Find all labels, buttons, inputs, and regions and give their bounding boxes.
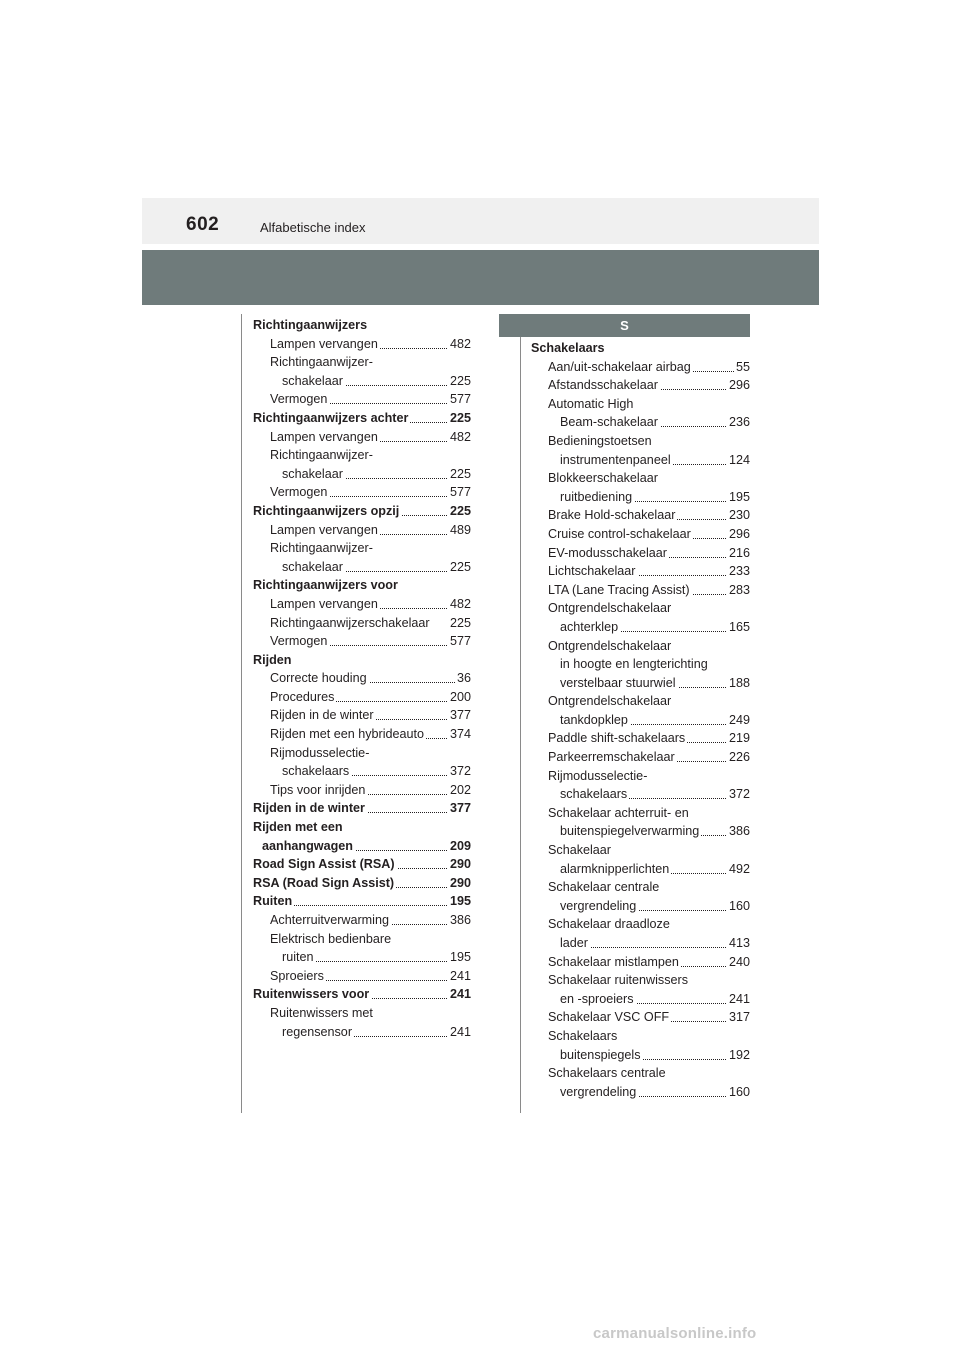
left-column-rule — [241, 314, 242, 1113]
index-entry-page: 241 — [727, 990, 750, 1009]
index-entry-page: 55 — [734, 358, 750, 377]
index-entry — [548, 525, 750, 544]
index-entry — [548, 562, 750, 581]
index-entry — [270, 483, 471, 502]
index-entry-term: Ruitenwissers met — [270, 1004, 375, 1023]
index-entry-term: Rijden met een — [253, 818, 345, 837]
index-entry-term: schakelaar — [282, 558, 345, 577]
index-entry-term: aanhangwagen — [262, 837, 355, 856]
index-entry-page: 165 — [727, 618, 750, 637]
index-entry-term: Richtingaanwijzer- — [270, 446, 375, 465]
index-entry — [560, 711, 750, 730]
index-entry-term: schakelaars — [560, 785, 629, 804]
index-entry-page: 577 — [448, 632, 471, 651]
index-entry — [548, 692, 750, 711]
index-entry-term: Rijden in de winter — [253, 799, 367, 818]
index-entry — [560, 655, 750, 674]
index-entry — [548, 1027, 750, 1046]
index-entry-term: Vermogen — [270, 390, 329, 409]
index-entry-page: 296 — [727, 525, 750, 544]
index-entry-page: 225 — [448, 465, 471, 484]
index-entry — [270, 911, 471, 930]
index-entry-page: 124 — [727, 451, 750, 470]
index-entry-page: 241 — [448, 985, 471, 1004]
index-entry-term: Schakelaar mistlampen — [548, 953, 681, 972]
index-entry — [548, 1064, 750, 1083]
index-entry-term: Cruise control-schakelaar — [548, 525, 693, 544]
index-entry — [548, 1008, 750, 1027]
index-entry-term: Bedieningstoetsen — [548, 432, 654, 451]
index-entry — [548, 767, 750, 786]
index-entry-term: LTA (Lane Tracing Assist) — [548, 581, 692, 600]
index-entry — [270, 614, 471, 633]
index-entry-page: 219 — [727, 729, 750, 748]
index-entry — [270, 744, 471, 763]
index-entry-term: Schakelaar centrale — [548, 878, 661, 897]
index-entry-page: 577 — [448, 483, 471, 502]
index-entry-page: 386 — [448, 911, 471, 930]
index-entry — [270, 688, 471, 707]
index-entry-term: Lampen vervangen — [270, 595, 380, 614]
index-entry-page: 195 — [448, 892, 471, 911]
index-entry-term: Schakelaars — [531, 339, 607, 358]
index-entry-term: Beam-schakelaar — [560, 413, 660, 432]
index-entry-term: schakelaar — [282, 372, 345, 391]
index-entry-term: Sproeiers — [270, 967, 326, 986]
index-entry — [270, 632, 471, 651]
index-entry-page: 374 — [448, 725, 471, 744]
index-entry-page: 413 — [727, 934, 750, 953]
index-entry-term: Afstandsschakelaar — [548, 376, 660, 395]
index-entry — [270, 781, 471, 800]
index-entry-term: Schakelaar draadloze — [548, 915, 672, 934]
index-entry — [560, 785, 750, 804]
index-entry — [270, 521, 471, 540]
index-entry-page: 377 — [448, 799, 471, 818]
index-entry — [548, 729, 750, 748]
index-entry-term: Vermogen — [270, 632, 329, 651]
index-entry-page: 225 — [448, 409, 471, 428]
index-entry — [548, 599, 750, 618]
index-entry-term: verstelbaar stuurwiel — [560, 674, 678, 693]
index-entry — [253, 502, 471, 521]
index-entry-page: 195 — [727, 488, 750, 507]
index-entry-term: Richtingaanwijzers — [253, 316, 369, 335]
index-entry-term: ruitbediening — [560, 488, 634, 507]
index-entry-term: Schakelaar VSC OFF — [548, 1008, 671, 1027]
index-entry — [560, 1083, 750, 1102]
index-entry-page: 290 — [448, 855, 471, 874]
right-column-rule — [520, 314, 521, 1113]
index-entry — [548, 376, 750, 395]
index-entry — [270, 595, 471, 614]
index-entry — [270, 428, 471, 447]
index-entry-term: Schakelaar achterruit- en — [548, 804, 691, 823]
index-entry — [560, 897, 750, 916]
index-entry-term: Aan/uit-schakelaar airbag — [548, 358, 693, 377]
index-entry-page: 377 — [448, 706, 471, 725]
index-entry-term: vergrendeling — [560, 1083, 638, 1102]
index-entry-term: Richtingaanwijzerschakelaar — [270, 614, 432, 633]
index-entry — [560, 451, 750, 470]
index-entry-term: Correcte houding — [270, 669, 369, 688]
index-entry-page: 577 — [448, 390, 471, 409]
index-entry-term: instrumentenpaneel — [560, 451, 673, 470]
index-entry-term: schakelaars — [282, 762, 351, 781]
index-entry-term: vergrendeling — [560, 897, 638, 916]
index-entry-page: 230 — [727, 506, 750, 525]
index-entry-term: Lampen vervangen — [270, 521, 380, 540]
index-entry — [270, 446, 471, 465]
index-entry — [560, 860, 750, 879]
index-entry-term: Schakelaar — [548, 841, 613, 860]
index-entry — [282, 762, 471, 781]
index-entry — [282, 948, 471, 967]
index-entry-page: 200 — [448, 688, 471, 707]
index-entry — [548, 971, 750, 990]
index-entry-term: schakelaar — [282, 465, 345, 484]
index-entry-page: 225 — [448, 372, 471, 391]
index-entry-page: 225 — [448, 558, 471, 577]
index-entry — [560, 618, 750, 637]
index-entry — [270, 967, 471, 986]
index-entry-term: Richtingaanwijzers opzij — [253, 502, 401, 521]
header-title: Alfabetische index — [260, 220, 366, 235]
index-entry-page: 160 — [727, 1083, 750, 1102]
index-entry-page: 192 — [727, 1046, 750, 1065]
index-entry — [253, 651, 471, 670]
index-entry-term: ruiten — [282, 948, 316, 967]
index-entry — [560, 488, 750, 507]
index-entry — [560, 413, 750, 432]
index-entry — [548, 432, 750, 451]
index-entry-page: 372 — [448, 762, 471, 781]
index-entry — [270, 390, 471, 409]
index-entry-term: Ontgrendelschakelaar — [548, 599, 673, 618]
index-entry-term: Ontgrendelschakelaar — [548, 692, 673, 711]
index-entry — [560, 674, 750, 693]
index-entry-page: 372 — [727, 785, 750, 804]
index-entry — [253, 316, 471, 335]
index-entry-term: regensensor — [282, 1023, 354, 1042]
index-entry-page: 188 — [727, 674, 750, 693]
index-entry — [282, 1023, 471, 1042]
index-entry-term: en -sproeiers — [560, 990, 636, 1009]
index-entry-term: in hoogte en lengterichting — [560, 655, 710, 674]
index-entry — [560, 822, 750, 841]
index-entry — [548, 544, 750, 563]
index-entry-page: 296 — [727, 376, 750, 395]
index-entry-term: Ontgrendelschakelaar — [548, 637, 673, 656]
index-entry — [270, 353, 471, 372]
index-entry-term: Schakelaars — [548, 1027, 619, 1046]
index-entry — [253, 985, 471, 1004]
index-entry — [270, 706, 471, 725]
index-entry-term: Automatic High — [548, 395, 635, 414]
index-entry-term: RSA (Road Sign Assist) — [253, 874, 396, 893]
index-entry — [531, 339, 750, 358]
header-strip — [142, 198, 819, 244]
index-entry-page: 226 — [727, 748, 750, 767]
index-entry-page: 225 — [448, 614, 471, 633]
index-entry-page: 209 — [448, 837, 471, 856]
index-entry-term: Lampen vervangen — [270, 335, 380, 354]
index-entry-term: Richtingaanwijzer- — [270, 353, 375, 372]
index-entry-term: Lichtschakelaar — [548, 562, 638, 581]
index-entry-page: 489 — [448, 521, 471, 540]
index-entry-term: Rijden — [253, 651, 293, 670]
index-entry-term: alarmknipperlichten — [560, 860, 671, 879]
index-entry — [270, 669, 471, 688]
index-entry — [548, 748, 750, 767]
index-entry — [548, 841, 750, 860]
index-entry — [253, 855, 471, 874]
index-entry-page: 233 — [727, 562, 750, 581]
index-entry-term: Lampen vervangen — [270, 428, 380, 447]
index-entry-term: EV-modusschakelaar — [548, 544, 669, 563]
index-entry-term: Richtingaanwijzers achter — [253, 409, 410, 428]
index-entry-term: buitenspiegels — [560, 1046, 643, 1065]
index-entry-page: 283 — [727, 581, 750, 600]
index-entry — [548, 953, 750, 972]
index-entry-page: 202 — [448, 781, 471, 800]
index-entry — [253, 892, 471, 911]
index-entry-page: 290 — [448, 874, 471, 893]
index-entry-term: Schakelaars centrale — [548, 1064, 668, 1083]
index-entry — [282, 558, 471, 577]
index-entry-term: Rijmodusselectie- — [548, 767, 649, 786]
index-entry-page: 240 — [727, 953, 750, 972]
index-entry-term: Road Sign Assist (RSA) — [253, 855, 397, 874]
index-entry-term: Blokkeerschakelaar — [548, 469, 660, 488]
index-entry — [560, 934, 750, 953]
index-entry-term: achterklep — [560, 618, 620, 637]
right-index-column — [531, 339, 750, 1101]
index-entry-page: 482 — [448, 335, 471, 354]
index-entry-page: 36 — [455, 669, 471, 688]
index-entry — [548, 506, 750, 525]
index-entry-term: tankdopklep — [560, 711, 630, 730]
index-entry-page: 225 — [448, 502, 471, 521]
index-entry — [548, 581, 750, 600]
index-entry — [282, 372, 471, 391]
index-entry-page: 195 — [448, 948, 471, 967]
index-entry — [548, 878, 750, 897]
index-entry-page: 482 — [448, 595, 471, 614]
index-entry-term: Tips voor inrijden — [270, 781, 367, 800]
watermark: carmanualsonline.info — [593, 1325, 757, 1342]
index-entry-term: Procedures — [270, 688, 336, 707]
index-entry — [270, 539, 471, 558]
index-entry — [560, 1046, 750, 1065]
index-entry — [270, 335, 471, 354]
index-entry-term: Rijden met een hybrideauto — [270, 725, 426, 744]
index-entry-page: 160 — [727, 897, 750, 916]
index-entry-page: 492 — [727, 860, 750, 879]
index-entry — [560, 990, 750, 1009]
index-entry — [253, 409, 471, 428]
index-entry — [548, 358, 750, 377]
index-entry — [548, 395, 750, 414]
index-entry-term: Elektrisch bedienbare — [270, 930, 393, 949]
index-entry-page: 249 — [727, 711, 750, 730]
index-entry-page: 386 — [727, 822, 750, 841]
index-entry — [270, 725, 471, 744]
index-entry-page: 241 — [448, 967, 471, 986]
index-entry-page: 317 — [727, 1008, 750, 1027]
index-entry-term: Ruiten — [253, 892, 294, 911]
index-entry-term: buitenspiegelverwarming — [560, 822, 701, 841]
page-number: 602 — [186, 214, 220, 235]
index-entry-term: Ruitenwissers voor — [253, 985, 371, 1004]
index-entry — [270, 1004, 471, 1023]
index-entry-page: 241 — [448, 1023, 471, 1042]
index-entry-term: Paddle shift-schakelaars — [548, 729, 687, 748]
index-entry-term: Brake Hold-schakelaar — [548, 506, 677, 525]
index-entry-term: Vermogen — [270, 483, 329, 502]
index-entry-term: Achterruitverwarming — [270, 911, 391, 930]
index-entry — [548, 915, 750, 934]
left-index-column — [253, 316, 471, 1041]
index-entry — [548, 804, 750, 823]
index-entry — [282, 465, 471, 484]
index-entry-term: lader — [560, 934, 590, 953]
index-entry-term: Rijmodusselectie- — [270, 744, 371, 763]
section-letter-header: S — [499, 314, 750, 337]
index-entry — [253, 818, 471, 837]
index-entry-term: Rijden in de winter — [270, 706, 376, 725]
index-entry — [548, 469, 750, 488]
index-entry-page: 482 — [448, 428, 471, 447]
header-bar — [142, 250, 819, 305]
index-entry — [548, 637, 750, 656]
index-entry — [262, 837, 471, 856]
index-entry — [253, 576, 471, 595]
index-entry-page: 216 — [727, 544, 750, 563]
index-entry-term: Richtingaanwijzer- — [270, 539, 375, 558]
index-entry — [270, 930, 471, 949]
index-entry — [253, 799, 471, 818]
index-entry-page: 236 — [727, 413, 750, 432]
index-entry-term: Parkeerremschakelaar — [548, 748, 677, 767]
index-entry — [253, 874, 471, 893]
index-entry-term: Schakelaar ruitenwissers — [548, 971, 690, 990]
index-entry-term: Richtingaanwijzers voor — [253, 576, 400, 595]
